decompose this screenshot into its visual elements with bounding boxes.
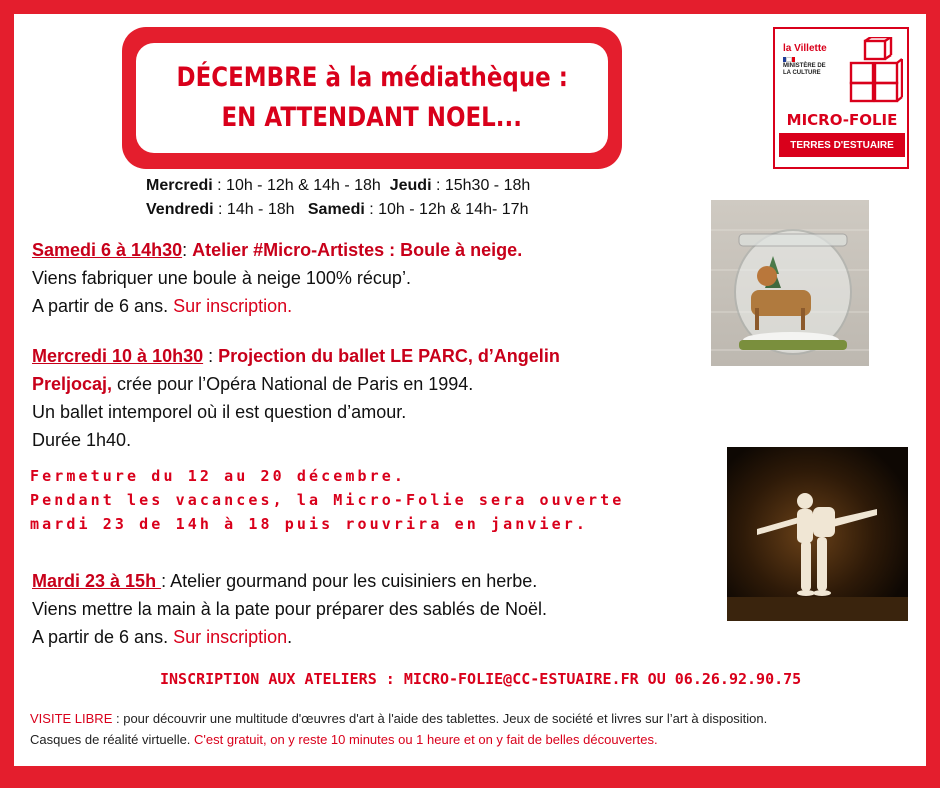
mercredi-hours: : 10h - 12h & 14h - 18h [212,177,381,194]
event2-date: Mercredi 10 à 10h30 [32,346,204,366]
event3-date: Mardi 23 à 15h [32,571,162,591]
event3-sep: : [161,571,171,591]
visite-line-2 [30,729,767,750]
event2-line-2 [32,370,560,398]
event1-line-2: Viens fabriquer une boule à neige 100% récup’. [32,268,411,288]
event1-age: A partir de 6 ans. [32,296,174,316]
poster [14,14,926,766]
event1-inscription: Sur inscription. [173,296,293,316]
closing-notice [30,464,624,536]
event3-period: . [287,627,293,647]
event3-line-3 [32,623,547,651]
event2-title-1: Projection du ballet LE PARC, d’Angelin [218,346,560,366]
ministere-label: MINISTÈRE DE LA CULTURE [783,63,826,76]
event2-duration: Durée 1h40. [32,430,132,450]
visite-text-1: : pour découvrir une multitude d'œuvres d'art à l'aide des tablettes. Jeux de société et livres sur l’art à disposition. [112,711,768,726]
event3-inscription: Sur inscription [173,627,288,647]
jeudi-hours: : 15h30 - 18h [431,177,531,194]
ballet-photo [727,447,908,621]
title-line-2: EN ATTENDANT NOEL... [221,102,523,133]
event3-line-1 [32,567,547,595]
visite-text-2: Casques de réalité virtuelle. [30,732,195,747]
hours-row-2 [146,198,530,222]
samedi-label: Samedi [307,201,365,218]
micro-folie-label: MICRO-FOLIE [786,111,898,129]
event-cooking [32,567,547,651]
event3-title: Atelier gourmand pour les cuisiniers en herbe. [170,571,538,591]
samedi-hours: : 10h - 12h & 14h- 17h [364,201,529,218]
jeudi-label: Jeudi [389,177,432,194]
closing-line-3: mardi 23 de 14h à 18 puis rouvrira en janvier. [30,515,589,533]
vendredi-hours: : 14h - 18h [213,201,295,218]
event2-line-3: Un ballet intemporel où il est question d’amour. [32,402,407,422]
inscription-contact [160,670,801,688]
inscription-value: : MICRO-FOLIE@CC-ESTUAIRE.FR OU 06.26.92.90.75 [376,670,802,688]
visite-line-1 [30,708,767,729]
micro-folie-logo [773,27,909,169]
event2-title-2: Preljocaj, [32,374,113,394]
event2-line-1 [32,342,560,370]
event1-line-1 [32,236,522,264]
event1-sep: : [182,240,193,260]
event2-sep: : [203,346,219,366]
la-villette-logo: la Villette [783,43,827,54]
event2-desc: crée pour l’Opéra National de Paris en 1994. [112,374,474,394]
french-flag-icon [783,57,795,62]
title-line-1: DÉCEMBRE à la médiathèque : [176,62,568,93]
visite-label: VISITE LIBRE [30,711,113,726]
event-ballet [32,342,560,454]
visite-libre [30,708,767,750]
vendredi-label: Vendredi [146,201,214,218]
visite-text-3: C'est gratuit, on y reste 10 minutes ou 1 heure et on y fait de belles découvertes. [194,732,658,747]
event3-line-2: Viens mettre la main à la pate pour préparer des sablés de Noël. [32,599,547,619]
event-snow-globe [32,236,522,320]
title-inner [136,43,608,153]
event1-date: Samedi 6 à 14h30 [32,240,183,260]
cubes-icon [845,37,903,103]
title-banner [122,27,622,169]
mercredi-label: Mercredi [146,177,213,194]
inscription-label: INSCRIPTION AUX ATELIERS [160,670,377,688]
hours-row-1 [146,174,530,198]
terres-estuaire-label: TERRES D'ESTUAIRE [779,133,905,157]
snow-globe-photo [711,200,869,366]
event1-title: Atelier #Micro-Artistes : Boule à neige. [192,240,523,260]
event3-age: A partir de 6 ans. [32,627,174,647]
closing-line-2: Pendant les vacances, la Micro-Folie sera ouverte [30,491,625,509]
closing-line-1: Fermeture du 12 au 20 décembre. [30,467,407,485]
event1-line-3 [32,292,522,320]
opening-hours [146,174,530,222]
